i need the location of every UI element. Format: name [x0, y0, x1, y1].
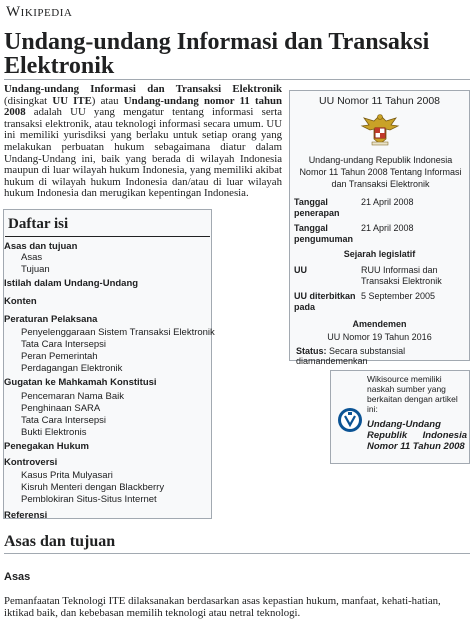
toc-item[interactable]: Kasus Prita Mulyasari: [21, 470, 113, 481]
intro-text-1: (disingkat: [4, 94, 53, 107]
toc-item[interactable]: Tujuan: [21, 264, 50, 275]
toc-item[interactable]: Kisruh Menteri dengan Blackberry: [21, 482, 165, 493]
status-value: Secara substansial diamandemenkan: [296, 346, 406, 366]
section-divider: [4, 553, 470, 554]
row-label: UU diterbitkan pada: [294, 291, 356, 312]
toc-item[interactable]: Perdagangan Elektronik: [21, 363, 123, 374]
intro-alt-name: Undang-undang nomor 11 tahun 2008: [4, 94, 282, 119]
toc-item[interactable]: Gugatan ke Mahkamah Konstitusi: [4, 377, 157, 388]
infobox: [289, 90, 470, 366]
toc-item[interactable]: Tata Cara Intersepsi: [21, 339, 107, 350]
row-label: Tanggal penerapan: [294, 197, 340, 218]
title-divider: [4, 79, 470, 80]
toc-title: Daftar isi: [8, 216, 69, 232]
row-value[interactable]: RUU Informasi dan Transaksi Elektronik: [361, 265, 442, 286]
toc-item[interactable]: Konten: [4, 296, 37, 307]
toc-item[interactable]: Penegakan Hukum: [4, 441, 89, 452]
toc-item[interactable]: Istilah dalam Undang-Undang: [4, 278, 139, 289]
wikisource-box: [330, 370, 470, 464]
toc-item[interactable]: Bukti Elektronis: [21, 427, 87, 438]
subsection-heading: Asas: [4, 571, 31, 583]
wikisource-link[interactable]: Undang-Undang Republik Indonesia Nomor 11 Tahun 2008: [367, 419, 467, 452]
infobox-section-sejarah: Sejarah legislatif: [343, 249, 416, 259]
toc-item[interactable]: Peraturan Pelaksana: [4, 314, 98, 325]
toc-item[interactable]: Penghinaan SARA: [21, 403, 101, 414]
status-label: Status:: [296, 346, 327, 356]
page-title: Undang-undang Informasi dan Transaksi Elektronik: [4, 29, 430, 79]
row-value: 5 September 2005: [361, 291, 436, 301]
toc-divider: [5, 236, 210, 237]
infobox-amendemen-value[interactable]: UU Nomor 19 Tahun 2016: [327, 332, 432, 342]
garuda-emblem-icon[interactable]: [360, 111, 400, 147]
toc-item[interactable]: Penyelenggaraan Sistem Transaksi Elektronik: [21, 327, 215, 338]
infobox-title: UU Nomor 11 Tahun 2008: [318, 95, 441, 107]
toc-item[interactable]: Asas: [21, 252, 43, 263]
intro-text-3: adalah UU yang mengatur tentang informasi serta transaksi elektronik, atau teknologi informasi secara umum. UU ini memiliki yurisdiksi yang berlaku untuk setiap orang yang melakukan perbuatan hukum sebagaimana diatur dalam Undang-Undang ini, baik yang berada di wilayah Indonesia maupun di luar wilayah hukum Indonesia, yang memiliki akibat hukum di wilayah hukum Indonesia dan/atau di luar wilayah hukum Indonesia dan merugikan kepentingan Indonesia.: [4, 106, 282, 200]
section-heading: Asas dan tujuan: [4, 533, 116, 550]
intro-abbr: UU ITE: [52, 94, 92, 107]
row-value: 21 April 2008: [361, 197, 414, 207]
toc-item[interactable]: Pemblokiran Situs-Situs Internet: [21, 494, 157, 505]
toc-item[interactable]: Pencemaran Nama Baik: [21, 391, 124, 402]
toc-item[interactable]: Kontroversi: [4, 457, 58, 468]
toc-item[interactable]: Peran Pemerintah: [21, 351, 98, 362]
section-body-text: Pemanfaatan Teknologi ITE dilaksanakan berdasarkan asas kepastian hukum, manfaat, kehati-hatian, iktikad baik, dan kebebasan memilih teknologi atau netral teknologi.: [4, 595, 441, 619]
infobox-status: [296, 346, 469, 366]
toc-item[interactable]: Referensi: [4, 510, 48, 521]
infobox-section-amendemen: Amendemen: [352, 319, 407, 329]
table-of-contents: [3, 209, 215, 521]
toc-item[interactable]: Asas dan tujuan: [4, 241, 78, 252]
row-value: 21 April 2008: [361, 223, 414, 233]
row-label: Tanggal pengumuman: [294, 223, 354, 244]
wikipedia-wordmark[interactable]: Wikipedia: [6, 4, 73, 20]
toc-item[interactable]: Tata Cara Intersepsi: [21, 415, 107, 426]
infobox-caption: Undang-undang Republik Indonesia Nomor 11 Tahun 2008 Tentang Informasi dan Transaksi Elektronik: [299, 155, 462, 189]
wikisource-icon: [337, 407, 363, 433]
row-label: UU: [294, 265, 307, 275]
intro-text-2: ) atau: [91, 94, 124, 107]
intro-paragraph: [4, 84, 282, 200]
intro-lead: Undang-undang Informasi dan Transaksi Elektronik: [4, 83, 282, 95]
wikisource-text: Wikisource memiliki naskah sumber yang berkaitan dengan artikel ini:: [367, 374, 458, 414]
